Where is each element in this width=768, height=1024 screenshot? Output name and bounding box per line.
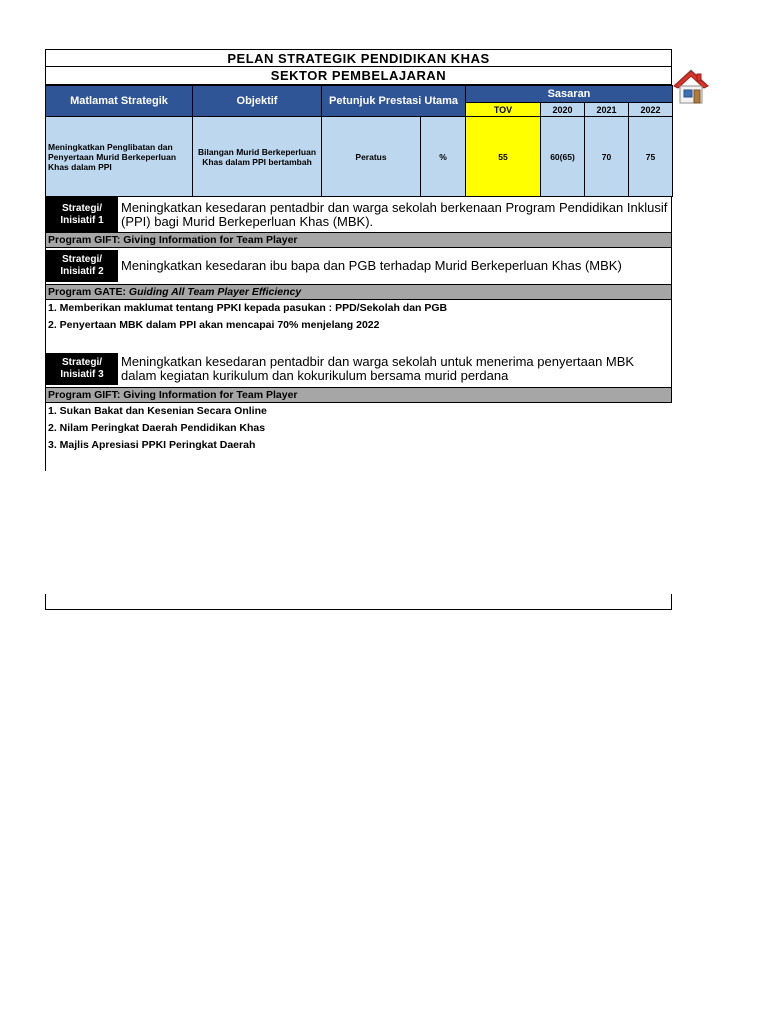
kpi-table [45, 85, 673, 197]
header-objektif: Objektif [193, 86, 322, 117]
strategy-2-label-line1: Strategi/ [61, 254, 102, 265]
cell-petunjuk: Peratus [322, 117, 421, 197]
strategy-1-label [46, 197, 118, 232]
cell-objektif: Bilangan Murid Berkeperluan Khas dalam PPI bertambah [193, 117, 322, 197]
cell-tov-value: 55 [466, 117, 541, 197]
list-item: 1. Memberikan maklumat tentang PPKI kepada pasukan : PPD/Sekolah dan PGB [48, 302, 448, 314]
strategy-2-label-line2: Inisiatif 2 [60, 266, 104, 277]
strategy-3-text: Meningkatkan kesedaran pentadbir dan warga sekolah untuk menerima penyertaan MBK dalam kegiatan kurikulum dan kokurikulum bersama murid perdana [121, 354, 635, 383]
cell-unit: % [421, 117, 466, 197]
list-item: 3. Majlis Apresiasi PPKI Peringkat Daerah [48, 439, 256, 451]
page-title: PELAN STRATEGIK PENDIDIKAN KHAS [45, 49, 672, 67]
strategy-3-label-line1: Strategi/ [61, 357, 102, 368]
strategy-2-label [46, 250, 118, 282]
cell-matlamat: Meningkatkan Penglibatan dan Penyertaan Murid Berkeperluan Khas dalam PPI [46, 117, 193, 197]
strategy-3 [45, 351, 672, 387]
home-icon[interactable] [673, 68, 709, 106]
strategy-1-label-line2: Inisiatif 1 [60, 214, 104, 226]
program-bar-2 [45, 284, 672, 300]
year-2020: 2020 [541, 103, 585, 117]
strategy-1-text: Meningkatkan kesedaran pentadbir dan warga sekolah berkenaan Program Pendidikan Inklusif (PPI) bagi Murid Berkeperluan Khas (MBK). [121, 199, 668, 229]
program-1-name: Giving Information for Team Player [123, 234, 298, 246]
program-1-prefix: Program GIFT: [48, 234, 124, 246]
program-3-name: Giving Information for Team Player [123, 389, 298, 401]
year-tov: TOV [466, 103, 541, 117]
program-2-name: Guiding All Team Player Efficiency [128, 286, 302, 298]
header-matlamat: Matlamat Strategik [46, 86, 193, 117]
sheet-bottom-border [45, 594, 672, 610]
strategy-1 [45, 197, 672, 232]
year-2021: 2021 [585, 103, 629, 117]
list-item: 1. Sukan Bakat dan Kesenian Secara Online [48, 405, 267, 417]
cell-2020-value: 60(65) [541, 117, 585, 197]
program-3-prefix: Program GIFT: [48, 389, 124, 401]
year-2022: 2022 [629, 103, 673, 117]
list-item: 2. Penyertaan MBK dalam PPI akan mencapai 70% menjelang 2022 [48, 319, 380, 331]
list-item: 2. Nilam Peringkat Daerah Pendidikan Khas [48, 422, 266, 434]
program-3-list [45, 403, 672, 471]
strategy-2 [45, 248, 672, 284]
strategy-3-label [46, 353, 118, 385]
page-subtitle: SEKTOR PEMBELAJARAN [45, 67, 672, 85]
strategy-3-label-line2: Inisiatif 3 [60, 369, 104, 380]
program-2-prefix: Program GATE: [48, 286, 129, 298]
strategic-plan-sheet [45, 49, 672, 471]
cell-2021-value: 70 [585, 117, 629, 197]
cell-2022-value: 75 [629, 117, 673, 197]
header-petunjuk: Petunjuk Prestasi Utama [322, 86, 466, 117]
strategy-1-label-line1: Strategi/ [61, 202, 102, 214]
program-2-list [45, 300, 672, 351]
program-bar-3 [45, 387, 672, 403]
strategy-2-text: Meningkatkan kesedaran ibu bapa dan PGB terhadap Murid Berkeperluan Khas (MBK) [121, 258, 622, 273]
header-sasaran: Sasaran [466, 86, 673, 103]
program-bar-1 [45, 232, 672, 248]
